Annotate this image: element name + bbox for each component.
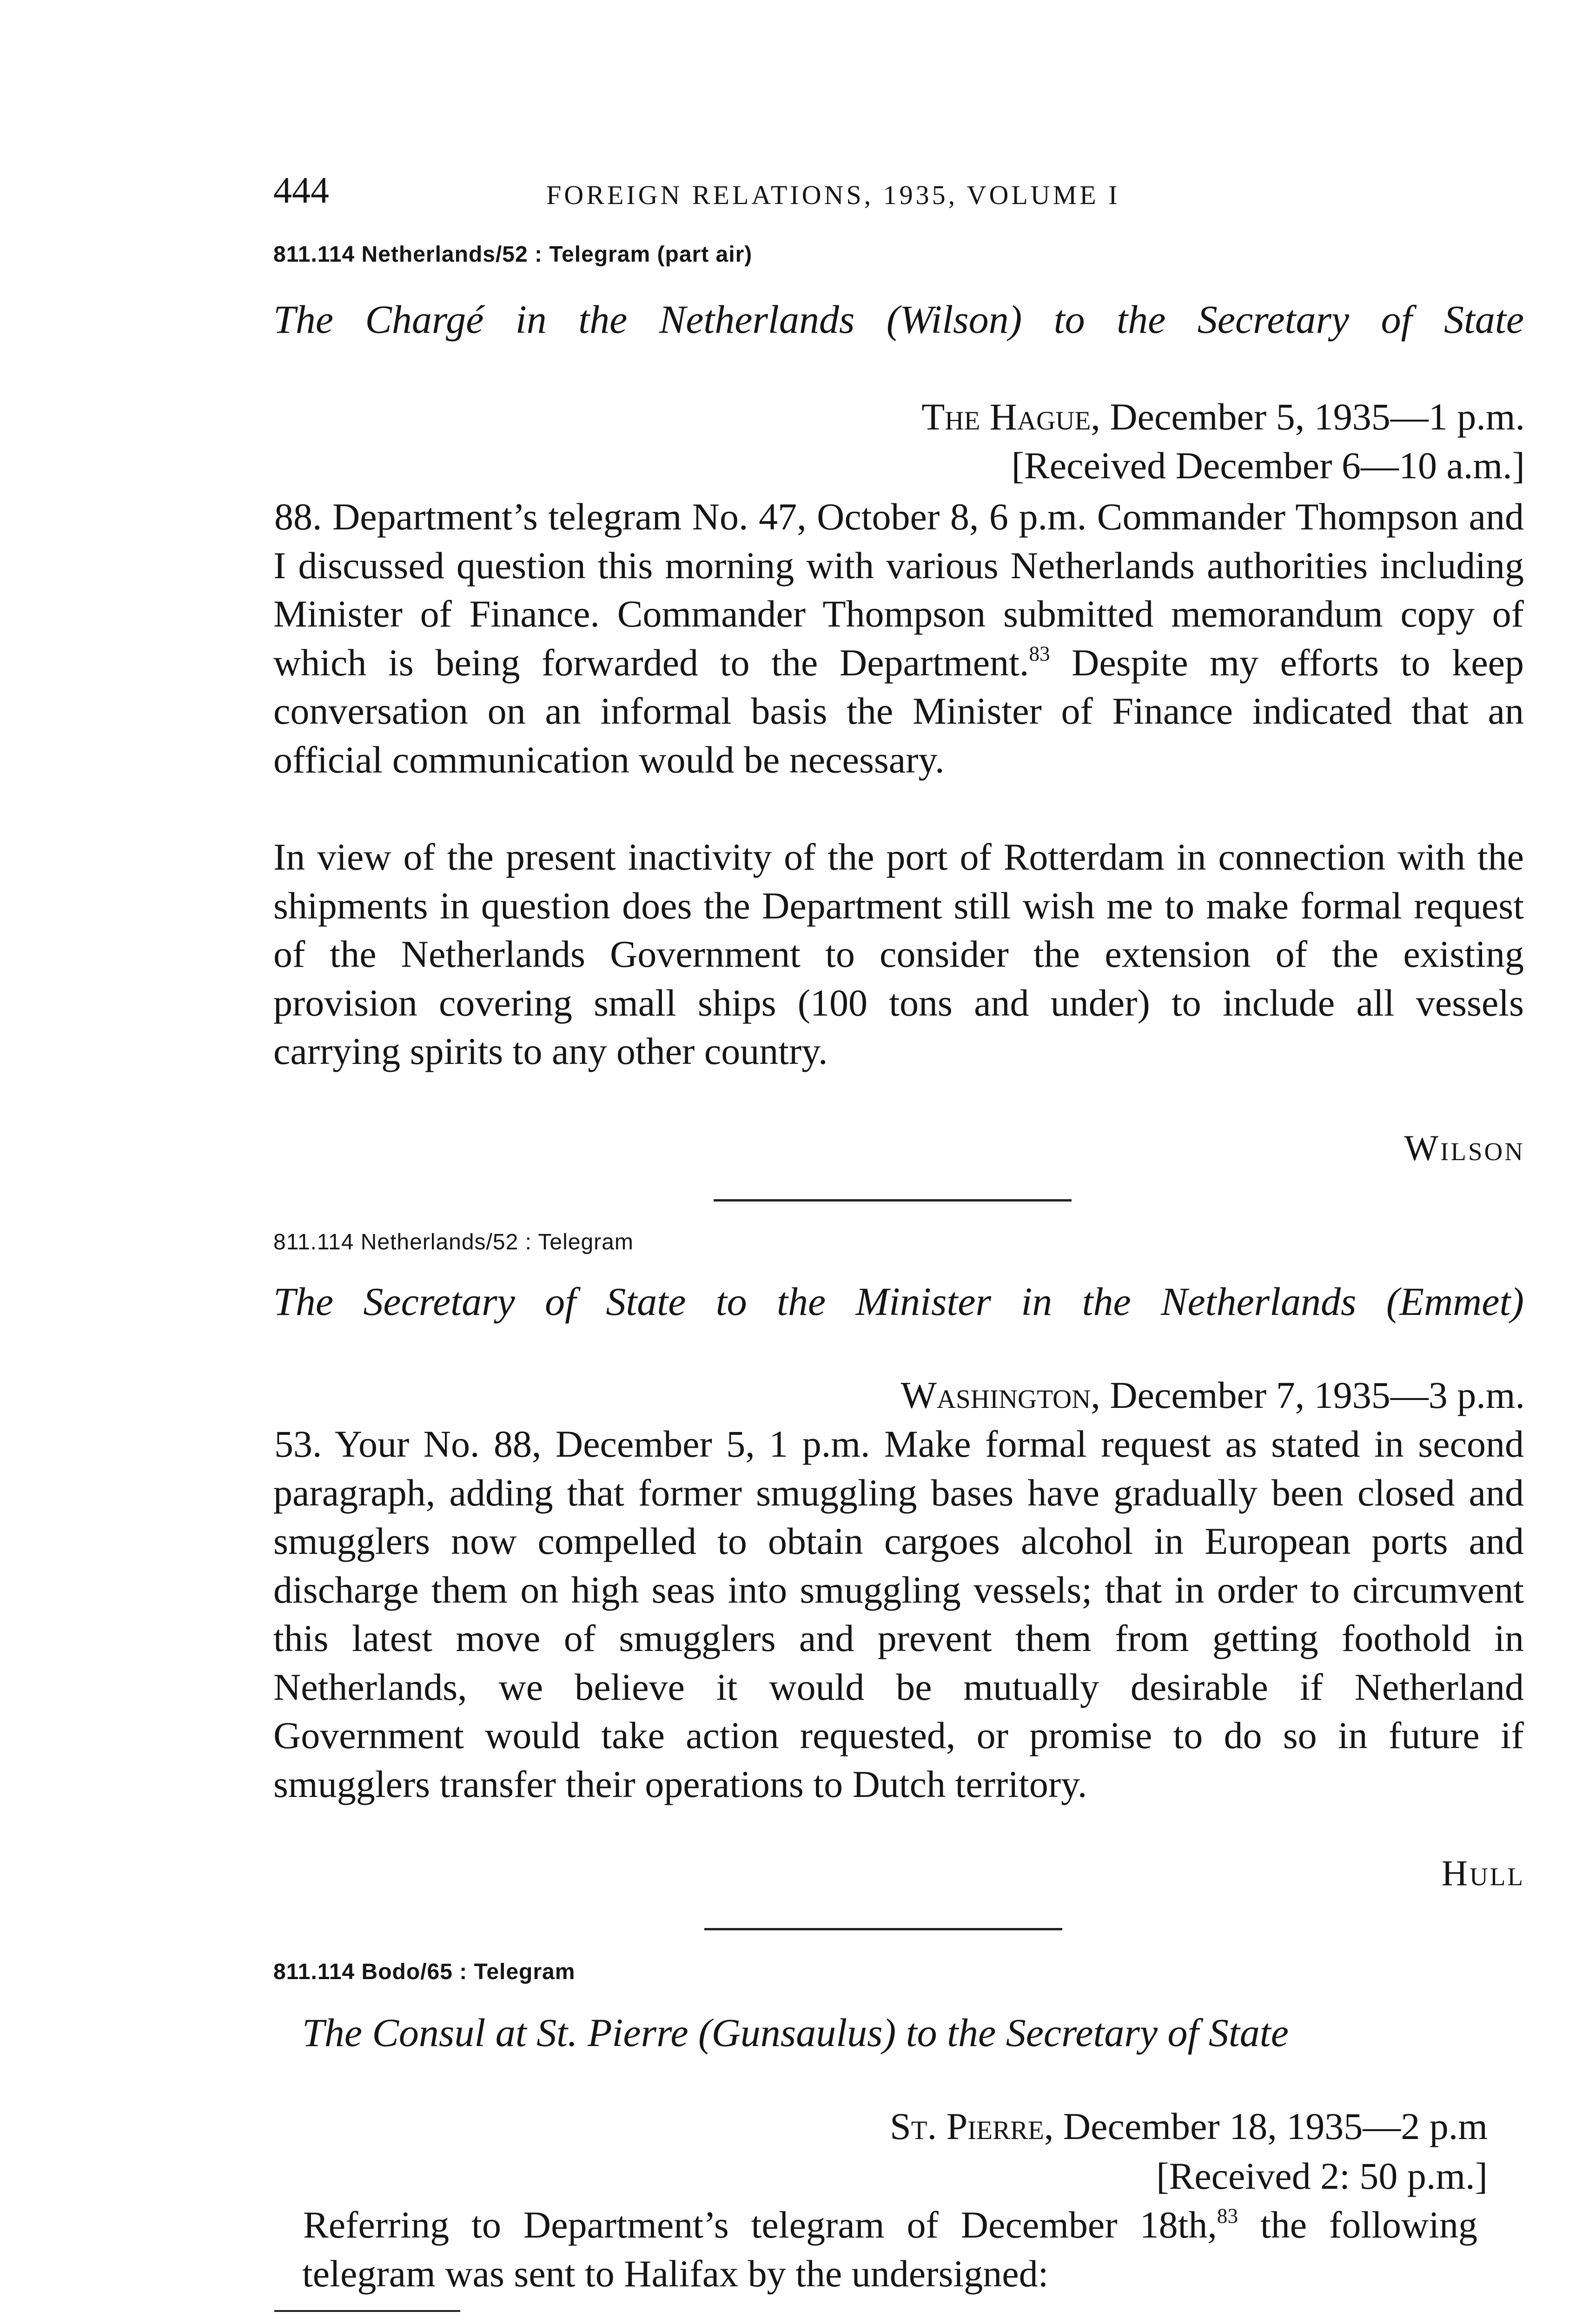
document-heading-3: The Consul at St. Pierre (Gunsaulus) to the Secretary of State — [302, 2010, 1289, 2055]
dateline-date-2: December 7, 1935—3 p.m. — [1110, 1374, 1525, 1416]
dateline-place-3: St. Pierre, — [890, 2105, 1054, 2147]
signature-1: Wilson — [1404, 1128, 1525, 1168]
paragraph-1-2 — [273, 833, 1524, 1076]
dateline-1 — [316, 393, 1525, 441]
footnote-ref-83-b: 83 — [1217, 2204, 1238, 2228]
separator-rule-1 — [714, 1199, 1072, 1202]
paragraph-2-1 — [273, 1420, 1524, 1809]
page-number: 444 — [273, 170, 329, 211]
paragraph-1-1-text-a: 88. Department’s telegram No. 47, October 8, 6 p.m. Commander Thompson and I discussed question this morning with various Netherlands authorities including Minister of Finance. Commander Thompson submitted memorandum copy of which is being forwarded to the Department. — [273, 495, 1524, 684]
separator-rule-2 — [704, 1928, 1062, 1930]
file-reference-2: 811.114 Netherlands/52 : Telegram — [273, 1230, 634, 1254]
paragraph-3-1 — [302, 2201, 1477, 2298]
paragraph-1-1 — [273, 493, 1524, 784]
dateline-place-2: Washington, — [900, 1374, 1100, 1416]
file-reference-3: 811.114 Bodo/65 : Telegram — [273, 1960, 576, 1984]
dateline-2 — [316, 1371, 1525, 1419]
document-heading-1: The Chargé in the Netherlands (Wilson) to the Secretary of State — [273, 297, 1524, 342]
footnote-ref-83: 83 — [1029, 641, 1050, 665]
dateline-date-1: December 5, 1935—1 p.m. — [1110, 396, 1525, 438]
dateline-date-3: December 18, 1935—2 p.m — [1063, 2105, 1488, 2147]
dateline-3 — [279, 2102, 1488, 2151]
file-reference-1: 811.114 Netherlands/52 : Telegram (part air) — [273, 242, 753, 267]
document-heading-2: The Secretary of State to the Minister in the Netherlands (Emmet) — [273, 1279, 1524, 1324]
running-title: FOREIGN RELATIONS, 1935, VOLUME I — [546, 180, 1120, 210]
paragraph-3-1-text-b: the following telegram was sent to Halifax by the undersigned: — [302, 2204, 1477, 2295]
paragraph-3-1-text-a: Referring to Department’s telegram of December 18th, — [303, 2204, 1217, 2246]
received-line-1: [Received December 6—10 a.m.] — [1011, 444, 1525, 487]
received-line-3: [Received 2: 50 p.m.] — [1156, 2155, 1488, 2197]
paragraph-2-1-text: 53. Your No. 88, December 5, 1 p.m. Make formal request as stated in second paragraph, adding that former smuggling bases have gradually been closed and smugglers now compelled to obtain cargoes alcohol in European ports and discharge them on high seas into smuggling vessels; that in order to circumvent this latest move of smugglers and prevent them from getting foothold in Netherlands, we believe it would be mutually desirable if Netherland Government would take action requested, or promise to do so in future if smugglers transfer their operations to Dutch territory. — [273, 1423, 1524, 1805]
dateline-place-1: The Hague, — [921, 396, 1100, 438]
footnote-rule — [274, 2310, 460, 2312]
signature-2: Hull — [1441, 1853, 1525, 1893]
paragraph-1-1-text-b: Despite my efforts to keep conversation on an informal basis the Minister of Finance indicated that an official communication would be necessary. — [273, 641, 1524, 781]
paragraph-1-2-text: In view of the present inactivity of the port of Rotterdam in connection with the shipments in question does the Department still wish me to make formal request of the Netherlands Government to consider the extension of the existing provision covering small ships (100 tons and under) to include all vessels carrying spirits to any other country. — [273, 836, 1524, 1072]
